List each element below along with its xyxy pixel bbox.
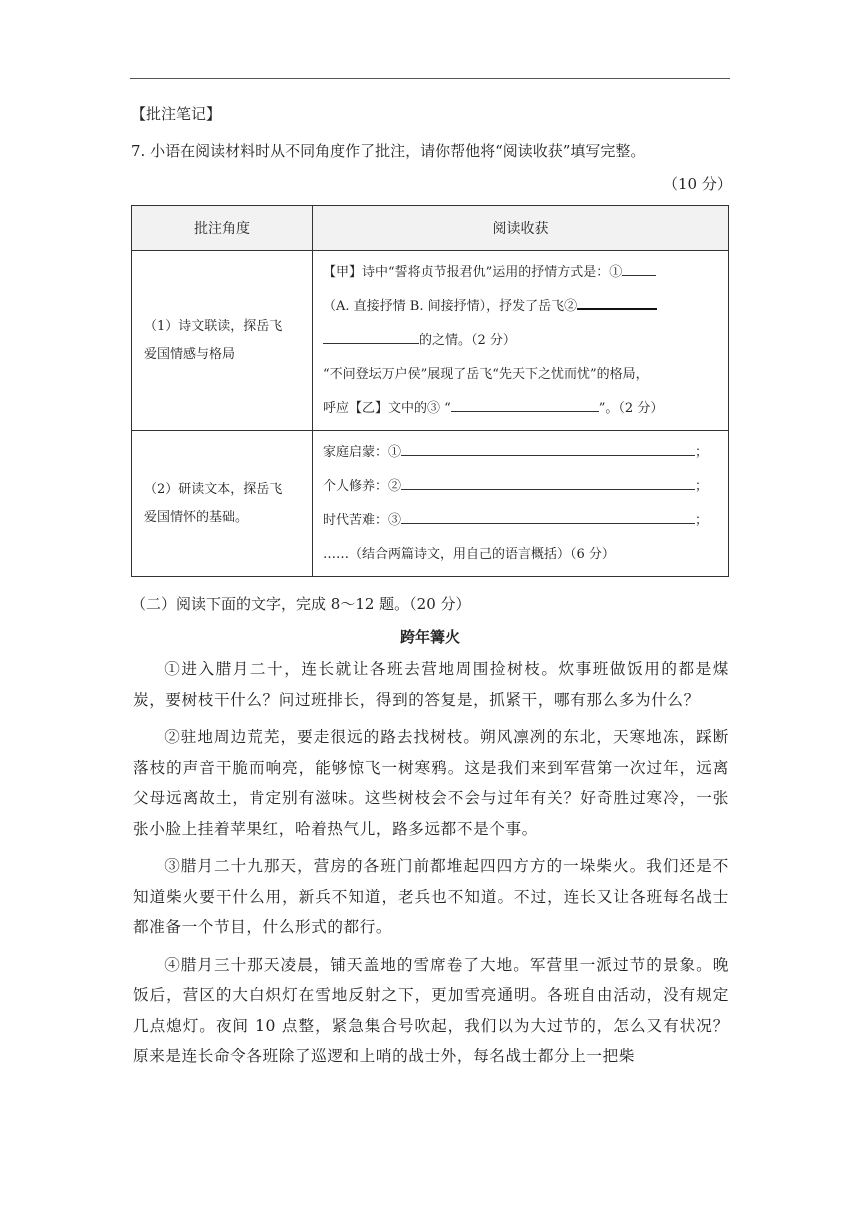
article-body (133, 654, 729, 1072)
answer-blank-2b[interactable] (323, 329, 419, 344)
answer-blank-4[interactable] (401, 441, 695, 456)
article-title: 跨年篝火 (399, 628, 460, 646)
answer-blank-3[interactable] (451, 397, 599, 412)
header-rule (130, 78, 730, 79)
question-score: （10 分） (663, 175, 732, 193)
answer-blank-2[interactable] (577, 294, 657, 310)
row1-line2-text: （A. 直接抒情 B. 间接抒情），抒发了岳飞② (323, 298, 578, 314)
answer-blank-6[interactable] (401, 509, 695, 524)
row2-harvest-cell (313, 431, 729, 577)
annotation-table (131, 205, 729, 577)
row2-angle-line2: 爱国情怀的基础。 (144, 509, 249, 525)
row2-item1 (323, 436, 720, 470)
row2-item3-end: ； (695, 512, 709, 528)
row2-item2-label: 个人修养：② (323, 478, 402, 494)
row1-line3 (323, 324, 720, 358)
answer-blank-1[interactable] (622, 261, 656, 276)
row1-harvest-cell (313, 251, 729, 431)
row1-line1 (323, 256, 720, 290)
row2-angle-cell (132, 431, 313, 577)
row2-item2-end: ； (695, 478, 709, 494)
row2-item2 (323, 470, 720, 504)
question-text: 7. 小语在阅读材料时从不同角度作了批注，请你帮他将“阅读收获”填写完整。 (131, 142, 646, 160)
row1-line5-text-b: ”。（2 分） (598, 400, 664, 416)
row1-angle-line2: 爱国情感与格局 (144, 346, 236, 362)
section-heading: 【批注笔记】 (131, 105, 222, 123)
paragraph-2: ②驻地周边荒芜，要走很远的路去找树枝。朔风凛冽的东北，天寒地冻，踩断落枝的声音干脆而响亮，能够惊飞一树寒鸦。这是我们来到军营第一次过年，远离父母远离故土，肯定别有滋味。这些树枝会不会与过年有关？好奇胜过寒冷，一张张小脸上挂着苹果红，哈着热气儿，路多远都不是个事。 (133, 728, 729, 838)
row1-line4: “不问登坛万户侯”展现了岳飞“先天下之忧而忧”的格局， (323, 366, 649, 382)
table-header-row (132, 206, 729, 251)
row1-line2 (323, 290, 720, 324)
row2-note: ……（结合两篇诗文，用自己的语言概括）（6 分） (323, 546, 615, 562)
table-row (132, 251, 729, 431)
table-header-harvest: 阅读收获 (313, 206, 729, 251)
row2-item3 (323, 504, 720, 538)
row1-line1-text: 【甲】诗中“誓将贞节报君仇”运用的抒情方式是：① (323, 264, 623, 280)
row1-line3-text: 的之情。（2 分） (419, 332, 516, 348)
table-row (132, 431, 729, 577)
row2-item1-label: 家庭启蒙：① (323, 444, 402, 460)
paragraph-3: ③腊月二十九那天，营房的各班门前都堆起四四方方的一垛柴火。我们还是不知道柴火要干什么用，新兵不知道，老兵也不知道。不过，连长又让各班每名战士都准备一个节目，什么形式的都行。 (133, 857, 729, 936)
paragraph-4: ④腊月三十那天凌晨，铺天盖地的雪席卷了大地。军营里一派过节的景象。晚饭后，营区的大白炽灯在雪地反射之下，更加雪亮通明。各班自由活动，没有规定几点熄灯。夜间 10 点整，紧急集合号吹起，我们以为大过节的，怎么又有状况？原来是连长命令各班除了巡逻和上哨的战士外，每名战士都分上一把柴 (133, 955, 729, 1065)
table-header-angle: 批注角度 (132, 206, 313, 251)
row2-item1-end: ； (695, 444, 709, 460)
part-two-heading: （二）阅读下面的文字，完成 8～12 题。（20 分） (131, 595, 471, 613)
answer-blank-5[interactable] (401, 475, 695, 490)
row2-item3-label: 时代苦难：③ (323, 512, 402, 528)
paragraph-1: ①进入腊月二十，连长就让各班去营地周围捡树枝。炊事班做饭用的都是煤炭，要树枝干什么？问过班排长，得到的答复是，抓紧干，哪有那么多为什么？ (133, 660, 729, 709)
row1-line5-text-a: 呼应【乙】文中的③ “ (323, 400, 451, 416)
row1-line5 (323, 392, 720, 426)
row2-angle-line1: （2）研读文本，探岳飞 (144, 481, 283, 497)
row1-angle-line1: （1）诗文联读，探岳飞 (144, 318, 283, 334)
row1-angle-cell (132, 251, 313, 431)
